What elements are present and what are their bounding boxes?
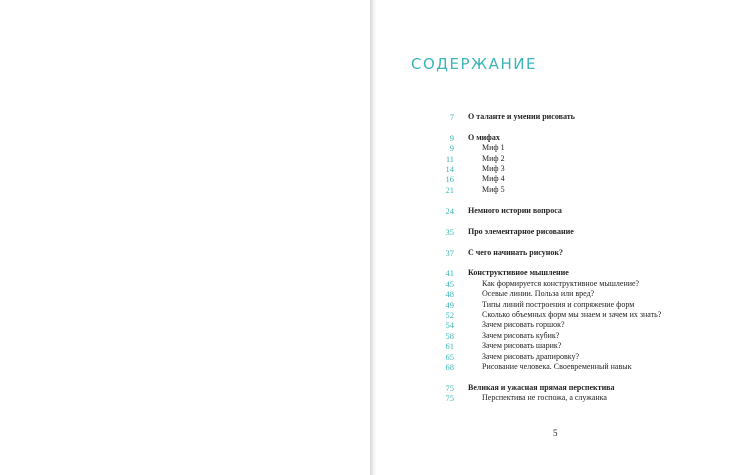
toc-entry: [426, 143, 726, 153]
toc-entry: [426, 352, 726, 362]
toc-page-number: 16: [445, 174, 454, 185]
toc-entry: [426, 279, 726, 289]
toc-entry: [426, 268, 726, 278]
toc-page-number: 68: [445, 361, 454, 372]
toc-chapter-title: Немного истории вопроса: [468, 205, 562, 215]
toc-chapter-title: О таланте и умении рисовать: [468, 112, 575, 121]
toc-section-title: Миф 3: [482, 164, 505, 174]
toc-entry: [426, 112, 726, 122]
toc-entry: [426, 362, 726, 372]
toc-page-number: 9: [449, 143, 454, 154]
toc-page-number: 14: [445, 164, 454, 175]
toc-page-number: 48: [445, 289, 454, 300]
toc-page-number: 58: [445, 330, 454, 341]
page-number: 5: [553, 428, 558, 438]
toc-entry: [426, 248, 726, 258]
toc-section-title: Сколько объемных форм мы знаем и зачем их знать?: [482, 309, 662, 319]
toc-chapter-title: Конструктивное мышление: [468, 268, 569, 278]
toc-page-number: 75: [445, 393, 454, 404]
toc-page-number: 41: [445, 268, 454, 279]
toc-page-number: 37: [445, 247, 454, 258]
toc-page-number: 9: [449, 132, 454, 143]
toc-chapter-title: О мифах: [468, 132, 500, 142]
toc-section-title: Миф 1: [482, 143, 505, 153]
toc-entry: [426, 300, 726, 310]
toc-page-number: 24: [445, 205, 454, 216]
toc-entry: [426, 320, 726, 330]
toc-section-title: Перспектива не госпожа, а служанка: [482, 393, 607, 403]
toc-page-number: 54: [445, 320, 454, 331]
toc-entry: [426, 310, 726, 320]
toc-section-title: Миф 4: [482, 174, 505, 184]
toc-page-number: 49: [445, 299, 454, 310]
toc-section-title: Зачем рисовать драпировку?: [482, 351, 580, 361]
toc-entry: [426, 289, 726, 299]
right-page: [376, 0, 750, 475]
toc-section-title: Зачем рисовать горшок?: [482, 320, 565, 330]
toc-section-title: Рисование человека. Своевременный навык: [482, 361, 632, 371]
toc-entry: [426, 393, 726, 403]
toc-entry: [426, 154, 726, 164]
toc-entry: [426, 383, 726, 393]
toc-page-number: 45: [445, 278, 454, 289]
toc-chapter-title: С чего начинать рисунок?: [468, 247, 563, 257]
toc-title: СОДЕРЖАНИЕ: [411, 55, 537, 73]
toc-entry: [426, 331, 726, 341]
toc-page-number: 65: [445, 351, 454, 362]
left-page-blank: [0, 0, 370, 475]
toc-entry: [426, 164, 726, 174]
toc-chapter-title: Про элементарное рисование: [468, 226, 574, 236]
toc-chapter-title: Великая и ужасная прямая перспектива: [468, 382, 615, 392]
toc-section-title: Миф 5: [482, 184, 505, 194]
table-of-contents: [426, 112, 726, 404]
toc-section-title: Типы линий построения и сопряжение форм: [482, 299, 635, 309]
toc-page-number: 52: [445, 309, 454, 320]
toc-page-number: 35: [445, 226, 454, 237]
toc-page-number: 61: [445, 341, 454, 352]
toc-section-title: Как формируется конструктивное мышление?: [482, 278, 640, 288]
toc-entry: [426, 185, 726, 195]
toc-entry: [426, 133, 726, 143]
toc-page-number: 75: [445, 382, 454, 393]
toc-entry: [426, 341, 726, 351]
toc-section-title: Зачем рисовать кубик?: [482, 330, 560, 340]
toc-entry: [426, 227, 726, 237]
toc-entry: [426, 206, 726, 216]
toc-page-number: 21: [445, 184, 454, 195]
toc-section-title: Зачем рисовать шарик?: [482, 341, 562, 351]
toc-entry: [426, 174, 726, 184]
toc-section-title: Осевые линии. Польза или вред?: [482, 289, 595, 299]
toc-page-number: 11: [445, 153, 454, 164]
toc-page-number: 7: [449, 112, 454, 122]
toc-section-title: Миф 2: [482, 153, 505, 163]
